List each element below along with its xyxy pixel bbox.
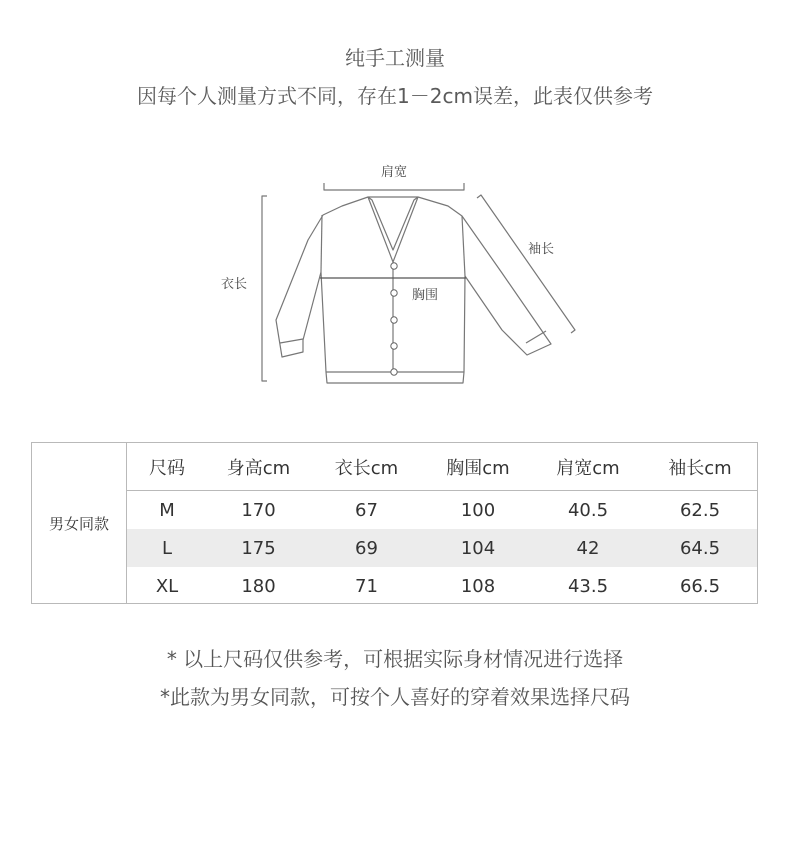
table-cell: L (161, 537, 173, 559)
table-cell: 69 (355, 537, 378, 559)
sleeve-label: 袖长 (528, 242, 555, 257)
page-title: 纯手工测量 (345, 46, 445, 70)
table-cell: 64.5 (679, 537, 721, 559)
cardigan-illustration (0, 150, 790, 395)
garment-diagram (0, 150, 790, 395)
table-cell: 43.5 (567, 575, 609, 597)
table-row (127, 491, 757, 529)
table-cell: 66.5 (679, 575, 721, 597)
header-sleeve: 袖长cm (668, 457, 732, 479)
header-length: 衣长cm (334, 457, 399, 479)
table-cell: 104 (460, 537, 496, 559)
table-cell: 180 (241, 575, 276, 597)
table-cell: 175 (241, 537, 276, 559)
table-cell: 62.5 (679, 499, 721, 521)
table-cell: 71 (355, 575, 378, 597)
table-row (127, 529, 757, 567)
table-cell: 170 (241, 499, 276, 521)
note-line-2: *此款为男女同款，可按个人喜好的穿着效果选择尺码 (160, 685, 630, 709)
header-shoulder: 肩宽cm (556, 457, 620, 479)
table-cell: 100 (460, 499, 496, 521)
shoulder-label: 肩宽 (381, 165, 408, 180)
header-height: 身高cm (226, 457, 291, 479)
table-cell: XL (155, 575, 179, 597)
table-cell: M (159, 499, 175, 521)
length-label: 衣长 (221, 277, 248, 292)
table-header (127, 443, 757, 491)
size-chart-table (31, 442, 758, 604)
table-cell: 40.5 (567, 499, 609, 521)
header-size: 尺码 (149, 457, 185, 479)
note-line-1: * 以上尺码仅供参考，可根据实际身材情况进行选择 (166, 647, 624, 671)
unisex-group-label: 男女同款 (32, 443, 127, 603)
table-row (127, 567, 757, 605)
table-cell: 108 (460, 575, 496, 597)
chest-label: 胸围 (412, 288, 439, 303)
table-cell: 42 (576, 537, 600, 559)
header-chest: 胸围cm (446, 457, 510, 479)
table-cell: 67 (355, 499, 378, 521)
page-subtitle: 因每个人测量方式不同，存在1－2cm误差，此表仅供参考 (137, 84, 653, 108)
